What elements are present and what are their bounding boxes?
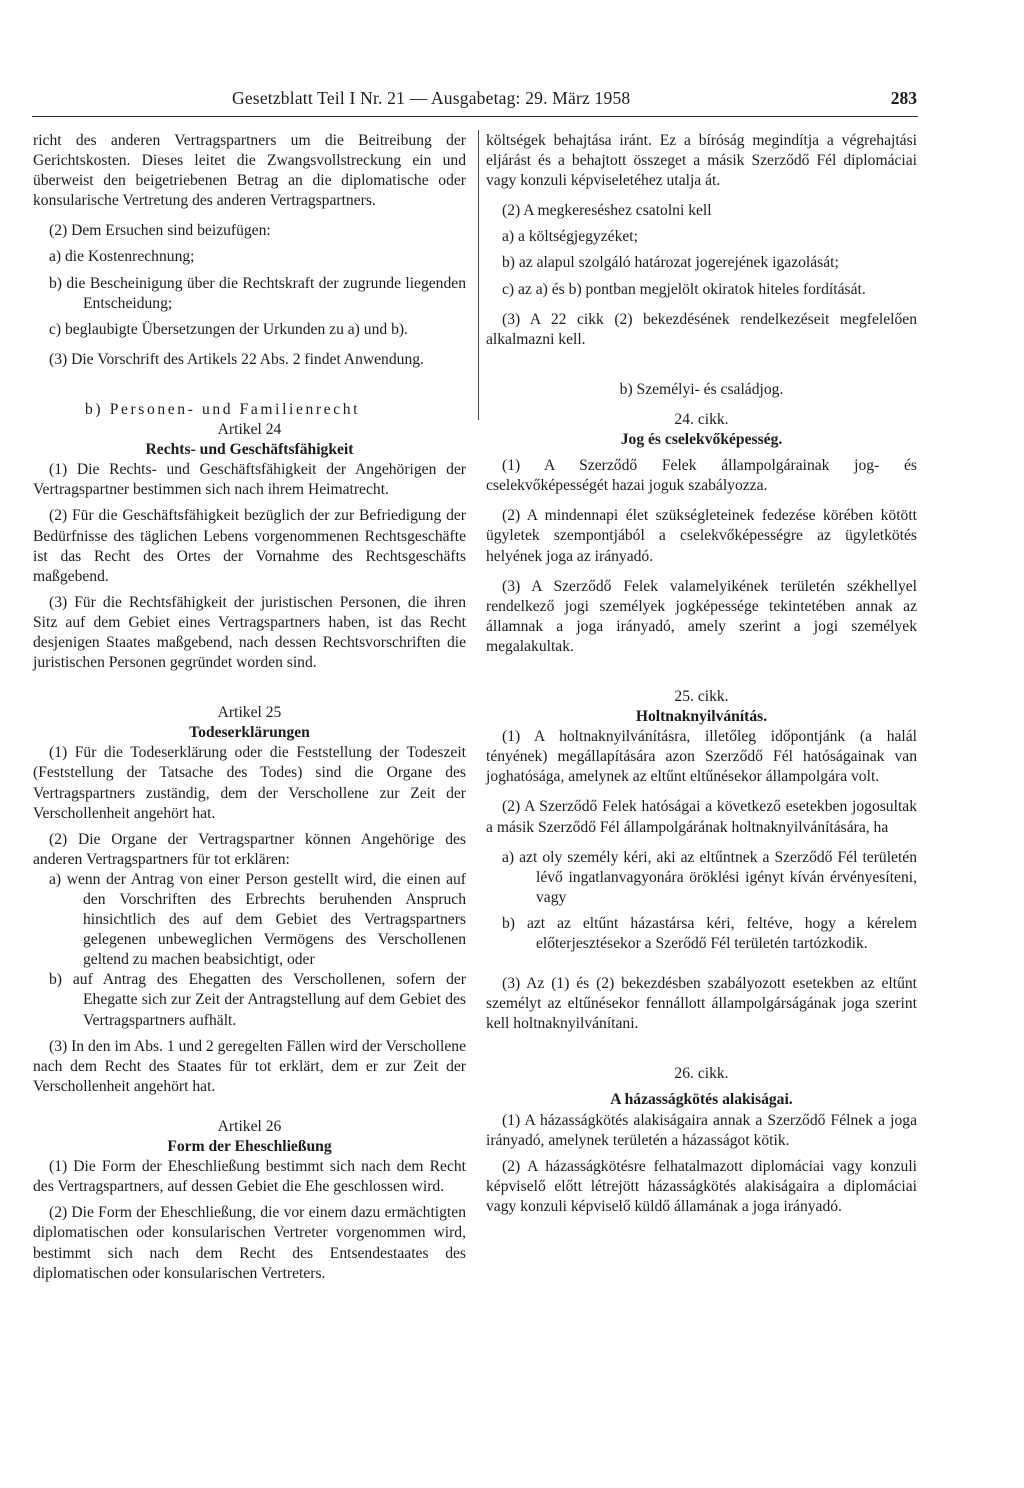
- article-title: Holtnaknyilvánítás.: [635, 708, 768, 726]
- paragraph: (2) Dem Ersuchen sind beizufügen:: [49, 222, 271, 240]
- list-item: b) auf Antrag des Ehegatten des Verschollenen, sofern der Ehegatte sich zur Zeit der Antragstellung auf dem Gebiet des Vertragspartners aufhält.: [49, 971, 466, 1029]
- article-number: Artikel 26: [217, 1117, 282, 1135]
- right-column: [486, 131, 917, 1217]
- paragraph: (3) Az (1) és (2) bekezdésben szabályozott esetekben az eltűnt személyt az eltűnésekor fennállott állampolgárságának joga szerint kell holtnaknyilvánítani.: [486, 975, 917, 1033]
- paragraph: (2) A Szerződő Felek hatóságai a következő esetekben jogosultak a másik Szerződő Fél állampolgárának holtnaknyilvánítására, ha: [486, 798, 917, 836]
- section-heading: b) Személyi- és családjog.: [619, 380, 784, 398]
- paragraph: (3) A 22 cikk (2) bekezdésének rendelkezéseit megfelelően alkalmazni kell.: [486, 310, 917, 348]
- paragraph: (3) Für die Rechtsfähigkeit der juristischen Personen, die ihren Sitz auf dem Gebiet eines Vertragspartners haben, ist das Recht desjenigen Staates maßgebend, nach dessen Rechtsvorschriften die juristischen Personen gegründet worden sind.: [33, 593, 466, 672]
- paragraph: (3) In den im Abs. 1 und 2 geregelten Fällen wird der Verschollene nach dem Recht des Staates für tot erklärt, dem er zur Zeit der Verschollenheit angehört hat.: [33, 1037, 466, 1095]
- left-column: [33, 131, 466, 1284]
- article-title: Rechts- und Geschäftsfähigkeit: [145, 441, 354, 459]
- list-item: a) die Kostenrechnung;: [49, 248, 195, 266]
- paragraph: (1) A házasságkötés alakiságaira annak a Szerződő Félnek a joga irányadó, amelynek területén a házasságot kötik.: [486, 1111, 917, 1149]
- list-item: a) azt oly személy kéri, aki az eltűntnek a Szerződő Fél területén lévő ingatlanvagyonára öröklési igényt kíván érvényesíteni, vagy: [502, 848, 917, 906]
- article-number: Artikel 24: [217, 421, 282, 439]
- list-item: a) wenn der Antrag von einer Person gestellt wird, die einen auf den Vorschriften des Erbrechts beruhenden Anspruch hinsichtlich des auf dem Gebiet des Vertragspartners gelegenen unbeweglichen Vermögens des Verschollenen geltend zu machen beabsichtigt, oder: [49, 870, 466, 969]
- paragraph: richt des anderen Vertragspartners um die Beitreibung der Gerichtskosten. Dieses leitet die Zwangsvollstreckung ein und überweist den beigetriebenen Betrag an die diplomatische oder konsularische Vertretung des anderen Vertragspartners.: [33, 132, 466, 210]
- article-title: Form der Eheschließung: [167, 1138, 332, 1156]
- paragraph: (1) A Szerződő Felek állampolgárainak jog- és cselekvőképességét hazai joguk szabályozza.: [486, 457, 917, 495]
- list-item: a) a költségjegyzéket;: [502, 228, 638, 246]
- article-number: 24. cikk.: [674, 410, 729, 428]
- article-title: A házasságkötés alakiságai.: [610, 1091, 793, 1109]
- article-number: Artikel 25: [217, 704, 282, 722]
- header-rule: [32, 116, 918, 117]
- paragraph: (2) A mindennapi élet szükségleteinek fedezése körében kötött ügyletek szempontjából a cselekvőképességre az ügyletkötés helyének joga az irányadó.: [486, 507, 917, 565]
- paragraph: (3) Die Vorschrift des Artikels 22 Abs. 2 findet Anwendung.: [49, 350, 424, 368]
- paragraph: költségek behajtása iránt. Ez a bíróság megindítja a végrehajtási eljárást és a behajtott összeget a másik Szerződő Fél diplomáciai vagy konzuli képviseletéhez utalja át.: [486, 132, 917, 190]
- page-number: 283: [890, 88, 917, 108]
- section-heading: b) Personen- und Familienrecht: [85, 400, 361, 418]
- page-header: [0, 88, 1024, 112]
- list-item: b) az alapul szolgáló határozat jogerejének igazolását;: [502, 254, 839, 272]
- list-item: c) az a) és b) pontban megjelölt okiratok hiteles fordítását.: [502, 280, 866, 298]
- paragraph: (1) Die Rechts- und Geschäftsfähigkeit der Angehörigen der Vertragspartner bestimmen sich nach ihrem Heimatrecht.: [33, 461, 466, 499]
- article-title: Jog és cselekvőképesség.: [620, 431, 783, 449]
- column-divider: [478, 130, 479, 420]
- paragraph: (2) Für die Geschäftsfähigkeit bezüglich der zur Befriedigung der Bedürfnisse des täglichen Lebens vorgenommenen Rechtsgeschäfte ist das Recht des Ortes der Vornahme des Rechtsgeschäfts maßgebend.: [33, 507, 466, 585]
- list-item: b) die Bescheinigung über die Rechtskraft der zugrunde liegenden Entscheidung;: [49, 274, 466, 312]
- paragraph: (1) A holtnaknyilvánításra, illetőleg időpontjánk (a halál tényének) megállapítására azon Szerződő Fél hatóságainak van joghatósága, amelynek az eltűnt eltűnésekor állampolgára volt.: [486, 728, 917, 786]
- paragraph: (2) Die Organe der Vertragspartner können Angehörige des anderen Vertragspartners für tot erklären:: [33, 830, 466, 868]
- paragraph: (2) A megkereséshez csatolni kell: [502, 202, 712, 220]
- article-title: Todeserklärungen: [189, 724, 310, 742]
- list-item: c) beglaubigte Übersetzungen der Urkunden zu a) und b).: [49, 320, 408, 338]
- paragraph: (2) A házasságkötésre felhatalmazott diplomáciai vagy konzuli képviselő előtt létrejött házasságkötés alakiságaira a diplomáciai vagy konzuli képviselő küldő államának a joga irányadó.: [486, 1157, 917, 1215]
- paragraph: (3) A Szerződő Felek valamelyikének területén székhellyel rendelkező jogi személyek jogképessége tekintetében annak az államnak a joga irányadó, amely szerint a jogi személyek megalakultak.: [486, 577, 917, 655]
- paragraph: (1) Die Form der Eheschließung bestimmt sich nach dem Recht des Vertragspartners, auf dessen Gebiet die Ehe geschlossen wird.: [33, 1158, 466, 1196]
- paragraph: (1) Für die Todeserklärung oder die Feststellung der Todeszeit (Feststellung der Tatsache des Todes) sind die Organe des Vertragspartners zuständig, dem der Verschollene zur Zeit der Verschollenheit angehört hat.: [33, 744, 466, 822]
- header-title: Gesetzblatt Teil I Nr. 21 — Ausgabetag: 29. März 1958: [232, 88, 631, 108]
- article-number: 25. cikk.: [674, 687, 729, 705]
- article-number: 26. cikk.: [674, 1065, 729, 1083]
- paragraph: (2) Die Form der Eheschließung, die vor einem dazu ermächtigten diplomatischen oder konsularischen Vertreter vorgenommen wird, bestimmt sich nach dem Recht des Entsendestaates des diplomatischen oder konsularischen Vertreters.: [33, 1204, 466, 1282]
- list-item: b) azt az eltűnt házastársa kéri, feltéve, hogy a kérelem előterjesztésekor a Szerődő Fél területén tartózkodik.: [502, 914, 917, 952]
